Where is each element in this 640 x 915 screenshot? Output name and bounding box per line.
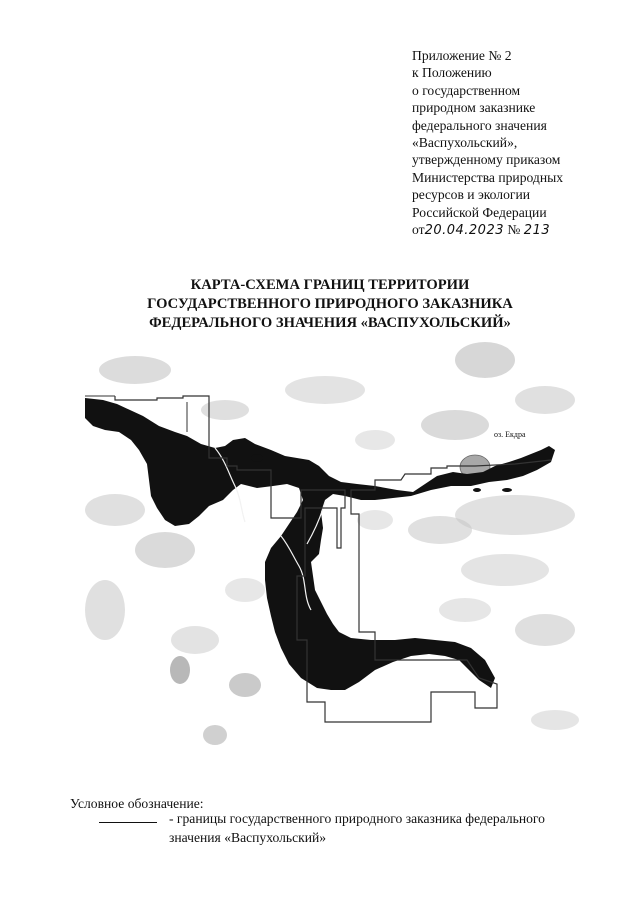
document-title [60, 276, 600, 332]
boundary-map [75, 340, 585, 770]
appendix-line: к Положению [412, 65, 492, 81]
order-number: 213 [523, 223, 551, 239]
appendix-line: Российской Федерации [412, 204, 547, 220]
appendix-line: утвержденному приказом [412, 152, 561, 168]
legend-title: Условное обозначение: [70, 796, 204, 811]
lake-label: оз. Екдра [494, 430, 526, 439]
appendix-line: ресурсов и экологии [412, 187, 531, 203]
appendix-line: Министерства природных [412, 169, 564, 185]
title-line: ГОСУДАРСТВЕННОГО ПРИРОДНОГО ЗАКАЗНИКА [147, 295, 513, 312]
legend-line: значения «Васпухольский» [169, 830, 327, 845]
date-prefix: от [412, 222, 425, 238]
legend-item-text [169, 809, 599, 847]
order-date-line [412, 221, 627, 239]
appendix-line: «Васпухольский», [412, 135, 518, 151]
appendix-line: природном заказнике [412, 100, 536, 116]
title-line: КАРТА-СХЕМА ГРАНИЦ ТЕРРИТОРИИ [190, 277, 470, 293]
appendix-line: о государственном [412, 82, 521, 98]
legend-boundary-symbol [99, 822, 157, 823]
appendix-line: Приложение № 2 [412, 48, 512, 63]
title-line: ФЕДЕРАЛЬНОГО ЗНАЧЕНИЯ «ВАСПУХОЛЬСКИЙ» [149, 314, 511, 331]
order-date: 20.04.2023 [424, 223, 504, 239]
number-prefix: № [507, 222, 521, 238]
appendix-block [412, 47, 627, 239]
legend-line: - границы государственного природного заказника федерального [169, 811, 545, 826]
appendix-line: федерального значения [412, 117, 547, 133]
